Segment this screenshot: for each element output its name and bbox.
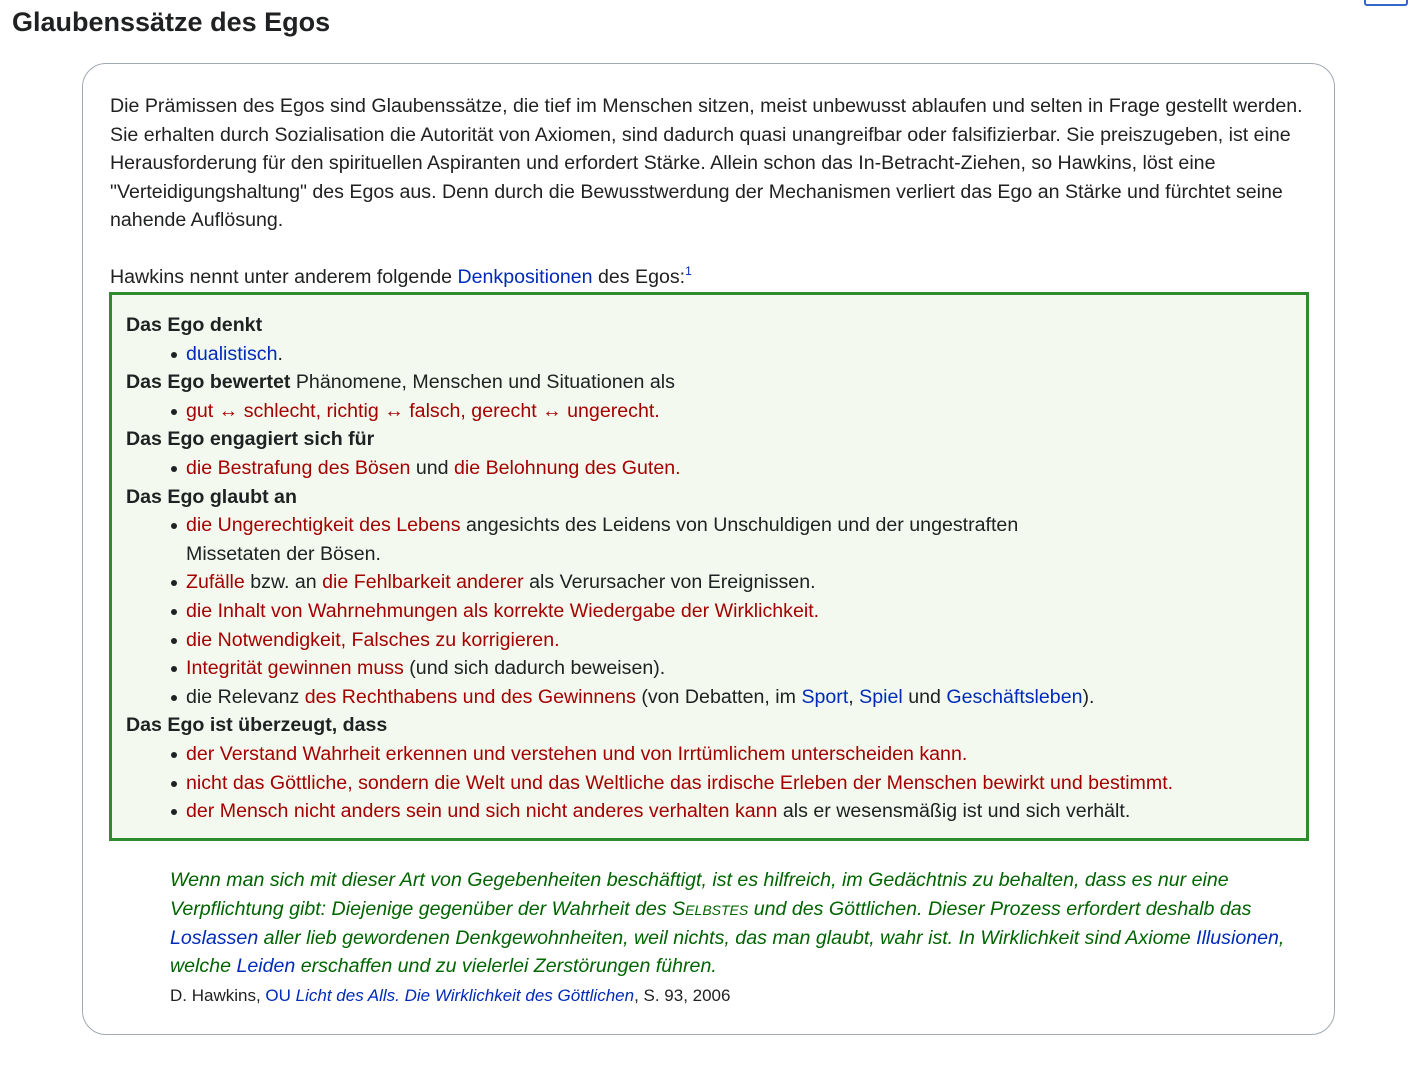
- intro-paragraph: Die Prämissen des Egos sind Glaubenssätze, die tief im Menschen sitzen, meist unbewusst ablaufen und selten in Frage gestellt werden. Sie erhalten durch Sozialisation die Autorität von Axiomen, sind dadurch quasi unangreifbar oder falsifizierbar. Sie preiszugeben, ist eine Herausforderung für den spirituellen Aspiranten und erfordert Stärke. Allein schon das In-Betracht-Ziehen, so Hawkins, löst eine "Verteidigungshaltung" des Egos aus. Denn durch die Bewusstwerdung der Mechanismen verliert das Ego an Stärke und fürchtet seine nahende Auflösung.: [110, 95, 1303, 232]
- hawkins-quote: Wenn man sich mit dieser Art von Gegebenheiten beschäftigt, ist es hilfreich, im Gedächtnis zu behalten, dass es nur eine Verpflichtung gibt: Diejenige gegenüber der Wahrheit des Selbstes und des Göttlichen. Dieser Prozess erfordert deshalb das Loslassen aller lieb gewordenen Denkgewohnheiten, weil nichts, das man glaubt, wahr ist. In Wirklichkeit sind Axiome Illusionen, welche Leiden erschaffen und zu vielerlei Zerstörungen führen.: [170, 869, 1285, 978]
- link-sport[interactable]: Sport: [801, 685, 849, 708]
- list-item: Zufälle bzw. an die Fehlbarkeit anderer als Verursacher von Ereignissen.: [186, 568, 1292, 597]
- link-bestrafung[interactable]: die Bestrafung des Bösen: [186, 456, 411, 479]
- link-loslassen[interactable]: Loslassen: [170, 926, 259, 949]
- link-gut-schlecht[interactable]: gut ↔ schlecht, richtig ↔ falsch, gerecht ↔ ungerecht.: [186, 399, 660, 422]
- list-item: [186, 769, 1292, 798]
- link-ou[interactable]: OU: [265, 986, 291, 1005]
- link-rechthaben[interactable]: des Rechthabens und des Gewinnens: [304, 685, 636, 708]
- link-verstand[interactable]: der Verstand Wahrheit erkennen und verstehen und von Irrtümlichem unterscheiden kann.: [186, 742, 968, 765]
- lead-line: [110, 263, 692, 292]
- link-book-title[interactable]: Licht des Alls. Die Wirklichkeit des Göttlichen: [295, 986, 635, 1005]
- list-item: die Relevanz des Rechthabens und des Gewinnens (von Debatten, im Sport, Spiel und Geschäftsleben).: [186, 683, 1292, 712]
- list-item: [186, 597, 1292, 626]
- quote-citation: D. Hawkins, OU Licht des Alls. Die Wirklichkeit des Göttlichen, S. 93, 2006: [170, 986, 731, 1005]
- link-mensch[interactable]: der Mensch nicht anders sein und sich nicht anderes verhalten kann: [186, 800, 778, 823]
- lead-text-before: Hawkins nennt unter anderem folgende: [110, 266, 458, 288]
- link-dualistisch[interactable]: dualistisch: [186, 342, 278, 365]
- list-item: [186, 626, 1292, 655]
- link-geschaeftsleben[interactable]: Geschäftsleben: [946, 685, 1083, 708]
- heading-ego-bewertet: Das Ego bewertet Phänomene, Menschen und Situationen als: [126, 371, 675, 394]
- link-ungerechtigkeit[interactable]: die Ungerechtigkeit des Lebens: [186, 514, 461, 537]
- list-item: Integrität gewinnen muss (und sich dadurch beweisen).: [186, 654, 1292, 683]
- link-leiden[interactable]: Leiden: [236, 955, 296, 978]
- list-item: die Bestrafung des Bösen und die Belohnung des Guten.: [186, 454, 1292, 483]
- link-goettliche[interactable]: nicht das Göttliche, sondern die Welt und das Weltliche das irdische Erleben der Menschen bewirkt und bestimmt.: [186, 771, 1174, 794]
- lead-text-after: des Egos:: [592, 266, 686, 288]
- small-caps-selbstes: Selbstes: [672, 897, 749, 920]
- section-heading: Glaubenssätze des Egos: [12, 7, 331, 37]
- link-notwendigkeit[interactable]: die Notwendigkeit, Falsches zu korrigieren.: [186, 628, 560, 651]
- list-item: [186, 397, 1292, 426]
- list-ego-bewertet: [126, 397, 1292, 426]
- link-wahrnehmungen[interactable]: die Inhalt von Wahrnehmungen als korrekte Wiedergabe der Wirklichkeit.: [186, 599, 820, 622]
- list-ego-denkt: [126, 340, 1292, 369]
- list-item: [186, 740, 1292, 769]
- link-spiel[interactable]: Spiel: [859, 685, 903, 708]
- list-ego-glaubt: [126, 511, 1292, 711]
- list-item: die Ungerechtigkeit des Lebens angesichts des Leidens von Unschuldigen und der ungestraften Missetaten der Bösen.: [186, 511, 1096, 568]
- link-integritaet[interactable]: Integrität gewinnen muss: [186, 657, 404, 680]
- link-fehlbarkeit[interactable]: die Fehlbarkeit anderer: [322, 571, 524, 594]
- link-belohnung[interactable]: die Belohnung des Guten: [453, 456, 676, 479]
- heading-ego-glaubt: Das Ego glaubt an: [126, 485, 297, 508]
- footnote-link[interactable]: 1: [685, 264, 692, 278]
- link-zufaelle[interactable]: Zufälle: [186, 571, 245, 594]
- heading-ego-engagiert: Das Ego engagiert sich für: [126, 428, 375, 451]
- link-denkpositionen[interactable]: Denkpositionen: [457, 266, 593, 288]
- list-ego-engagiert: [126, 454, 1292, 483]
- heading-ego-ueberzeugt: Das Ego ist überzeugt, dass: [126, 714, 388, 737]
- ego-positions-box: [109, 292, 1309, 841]
- list-item: der Mensch nicht anders sein und sich nicht anderes verhalten kann als er wesensmäßig ist und sich verhält.: [186, 797, 1292, 826]
- heading-ego-denkt: Das Ego denkt: [126, 314, 263, 336]
- list-item: dualistisch.: [186, 340, 1292, 369]
- list-ego-ueberzeugt: [126, 740, 1292, 826]
- link-illusionen[interactable]: Illusionen: [1196, 926, 1279, 949]
- top-right-edge-frame: [1364, 0, 1408, 6]
